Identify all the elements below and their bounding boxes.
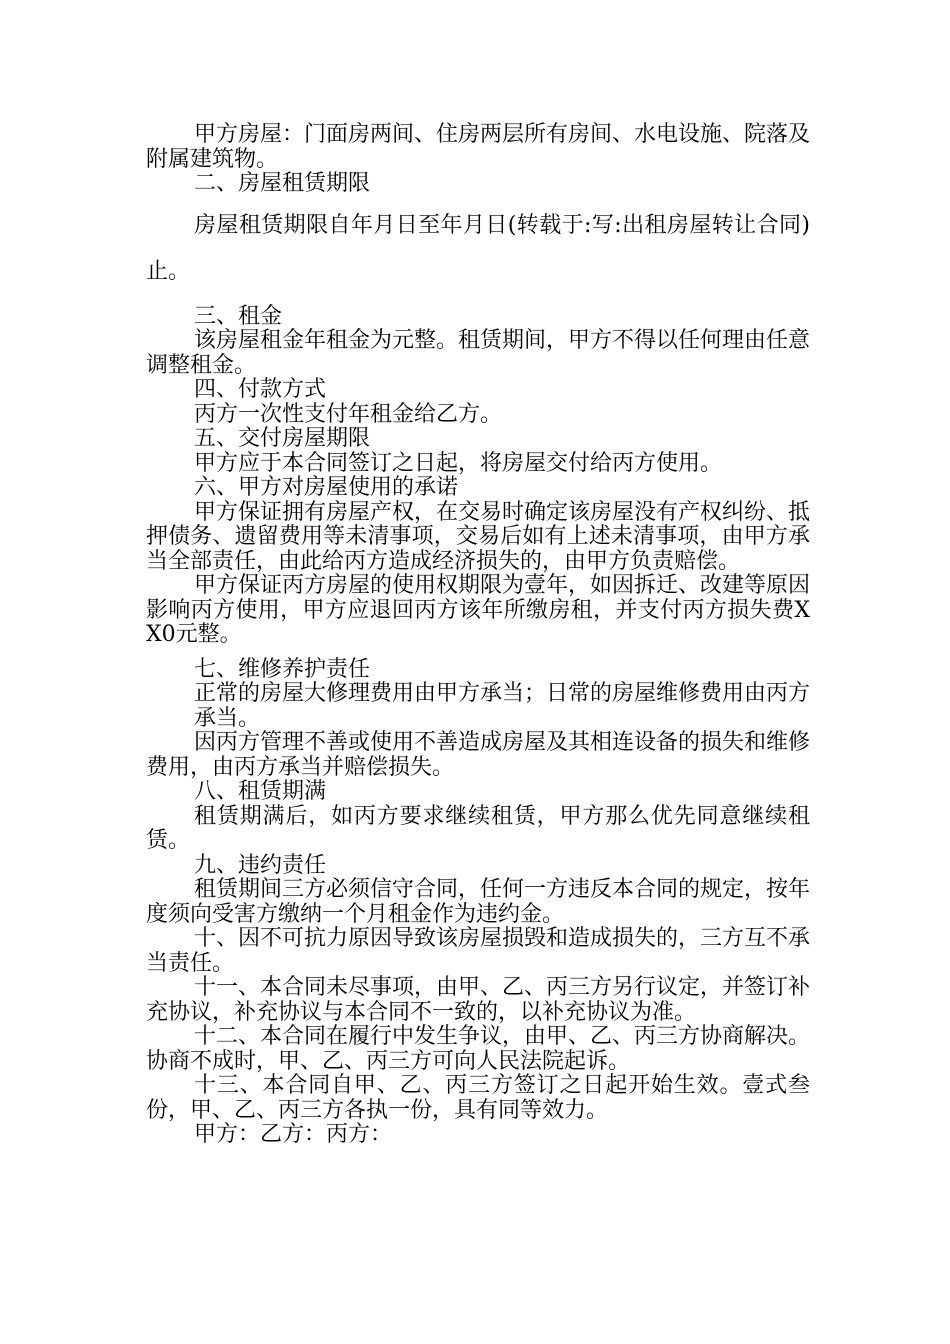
paragraph-lease-expiry: 租赁期满后，如丙方要求继续租赁，甲方那么优先同意继续租赁。 xyxy=(146,803,810,853)
paragraph-payment-method: 丙方一次性支付年租金给乙方。 xyxy=(194,401,503,427)
heading-delivery-period: 五、交付房屋期限 xyxy=(194,426,371,451)
heading-lease-expiry: 八、租赁期满 xyxy=(194,779,327,804)
paragraph-maintenance-costs-cont: 承当。 xyxy=(194,705,261,731)
paragraph-rent: 该房屋租金年租金为元整。租赁期间，甲方不得以任何理由任意调整租金。 xyxy=(146,328,811,378)
paragraph-supplementary: 十一、本合同未尽事项，由甲、乙、丙三方另行议定，并签订补充协议，补充协议与本合同不一致的，以补充协议为准。 xyxy=(146,975,811,1025)
heading-lease-term: 二、房屋租赁期限 xyxy=(194,171,371,196)
signature-line: 甲方：乙方：丙方： xyxy=(194,1122,393,1147)
paragraph-lease-term: 房屋租赁期限自年月日至年月日(转载于:写:出租房屋转让合同)止。 xyxy=(146,212,810,284)
paragraph-use-rights: 甲方保证丙方房屋的使用权期限为壹年，如因拆迁、改建等原因影响丙方使用，甲方应退回丙方该年所缴房租，并支付丙方损失费XX0元整。 xyxy=(146,573,811,647)
paragraph-effectiveness: 十三、本合同自甲、乙、丙三方签订之日起开始生效。壹式叁份，甲、乙、丙三方各执一份，具有同等效力。 xyxy=(146,1073,810,1123)
contract-text xyxy=(146,123,810,1148)
paragraph-property-rights: 甲方保证拥有房屋产权，在交易时确定该房屋没有产权纠纷、抵押债务、遗留费用等未清事项，交易后如有上述未清事项，由甲方承当全部责任，由此给丙方造成经济损失的，由甲方负责赔偿。 xyxy=(146,499,811,574)
paragraph-maintenance-costs: 正常的房屋大修理费用由甲方承当；日常的房屋维修费用由丙方 xyxy=(194,681,811,706)
paragraph-mismanagement: 因丙方管理不善或使用不善造成房屋及其相连设备的损失和维修费用，由丙方承当并赔偿损失。 xyxy=(146,730,811,780)
paragraph-breach: 租赁期间三方必须信守合同，任何一方违反本合同的规定，按年度须向受害方缴纳一个月租金作为违约金。 xyxy=(146,877,811,927)
paragraph-delivery-period: 甲方应于本合同签订之日起，将房屋交付给丙方使用。 xyxy=(194,450,723,476)
heading-party-a-commitment: 六、甲方对房屋使用的承诺 xyxy=(194,475,459,500)
heading-rent: 三、租金 xyxy=(194,303,283,329)
paragraph-premises: 甲方房屋：门面房两间、住房两层所有房间、水电设施、院落及附属建筑物。 xyxy=(146,122,811,172)
paragraph-force-majeure: 十、因不可抗力原因导致该房屋损毁和造成损失的，三方互不承当责任。 xyxy=(146,926,811,976)
heading-maintenance: 七、维修养护责任 xyxy=(194,656,371,682)
paragraph-disputes: 十二、本合同在履行中发生争议，由甲、乙、丙三方协商解决。协商不成时，甲、乙、丙三方可向人民法院起诉。 xyxy=(146,1024,811,1074)
heading-breach: 九、违约责任 xyxy=(194,852,327,878)
heading-payment-method: 四、付款方式 xyxy=(194,377,327,402)
